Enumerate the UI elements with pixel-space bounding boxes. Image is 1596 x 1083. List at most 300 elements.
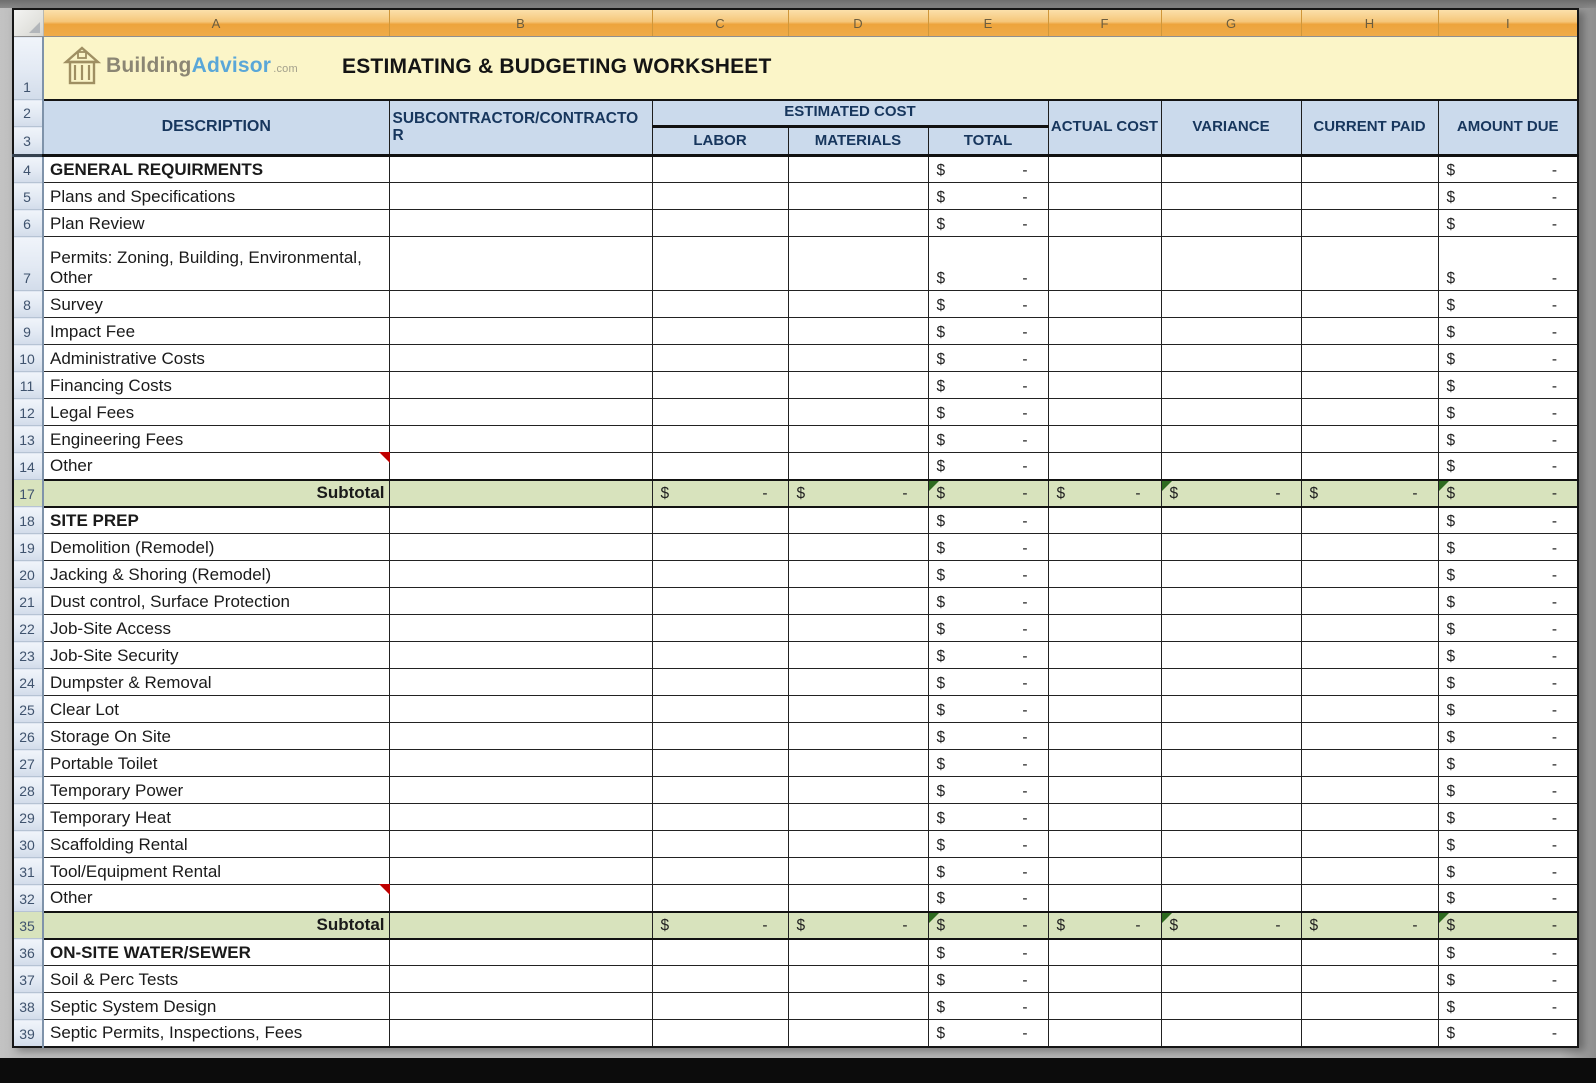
cell-description[interactable] (43, 507, 389, 534)
cell-current-paid[interactable] (1301, 507, 1438, 534)
row-header-28[interactable]: 28 (13, 777, 43, 804)
cell-subcontractor[interactable] (389, 750, 652, 777)
cell-subcontractor[interactable] (389, 507, 652, 534)
header-subcontractor[interactable]: SUBCONTRACTOR/CONTRACTOR (389, 100, 652, 156)
cell-actual-cost[interactable] (1048, 642, 1161, 669)
cell-amount-due[interactable] (1438, 642, 1578, 669)
cell-description[interactable] (43, 777, 389, 804)
cell-amount-due[interactable] (1438, 966, 1578, 993)
cell-amount-due[interactable] (1438, 426, 1578, 453)
column-header-G[interactable]: G (1161, 9, 1301, 37)
cell-materials[interactable] (788, 939, 928, 966)
cell-current-paid[interactable] (1301, 804, 1438, 831)
row-header-29[interactable]: 29 (13, 804, 43, 831)
cell-variance[interactable] (1161, 696, 1301, 723)
cell-description[interactable] (43, 291, 389, 318)
cell-amount-due[interactable] (1438, 696, 1578, 723)
cell-materials[interactable] (788, 561, 928, 588)
cell-total[interactable] (928, 858, 1048, 885)
column-header-E[interactable]: E (928, 9, 1048, 37)
cell-total[interactable] (928, 696, 1048, 723)
cell-materials[interactable] (788, 507, 928, 534)
cell-labor[interactable] (652, 885, 788, 912)
cell-actual-cost[interactable] (1048, 858, 1161, 885)
cell-variance[interactable] (1161, 858, 1301, 885)
cell-description[interactable] (43, 669, 389, 696)
cell-current-paid[interactable] (1301, 183, 1438, 210)
cell-total[interactable] (928, 507, 1048, 534)
cell-actual-cost[interactable] (1048, 696, 1161, 723)
cell-current-paid[interactable] (1301, 588, 1438, 615)
cell-total[interactable] (928, 237, 1048, 291)
cell-amount-due[interactable] (1438, 345, 1578, 372)
cell-actual-cost[interactable] (1048, 507, 1161, 534)
row-header-4[interactable]: 4 (13, 156, 43, 183)
cell-total[interactable] (928, 183, 1048, 210)
cell-total[interactable] (928, 750, 1048, 777)
row-header-21[interactable]: 21 (13, 588, 43, 615)
cell-variance[interactable] (1161, 534, 1301, 561)
cell-materials[interactable] (788, 426, 928, 453)
header-variance[interactable]: VARIANCE (1161, 100, 1301, 156)
cell-labor[interactable] (652, 966, 788, 993)
cell-description[interactable] (43, 804, 389, 831)
row-header-30[interactable]: 30 (13, 831, 43, 858)
cell-materials[interactable] (788, 210, 928, 237)
cell-total[interactable] (928, 156, 1048, 183)
cell-description[interactable] (43, 534, 389, 561)
cell-materials[interactable] (788, 183, 928, 210)
header-estimated-cost[interactable]: ESTIMATED COST (652, 100, 1048, 127)
cell-labor[interactable] (652, 858, 788, 885)
cell-variance[interactable] (1161, 939, 1301, 966)
cell-materials[interactable] (788, 804, 928, 831)
cell-actual-cost[interactable] (1048, 561, 1161, 588)
cell-actual-cost[interactable] (1048, 426, 1161, 453)
cell-current-paid[interactable] (1301, 750, 1438, 777)
cell-variance[interactable] (1161, 237, 1301, 291)
cell-labor[interactable] (652, 291, 788, 318)
cell-actual-cost[interactable] (1048, 453, 1161, 480)
row-header-24[interactable]: 24 (13, 669, 43, 696)
cell-current-paid[interactable] (1301, 210, 1438, 237)
cell-description[interactable] (43, 642, 389, 669)
cell-total[interactable] (928, 885, 1048, 912)
cell-total[interactable] (928, 966, 1048, 993)
cell-subcontractor[interactable] (389, 588, 652, 615)
cell-description[interactable] (43, 183, 389, 210)
cell-actual-cost[interactable] (1048, 291, 1161, 318)
cell-amount-due[interactable] (1438, 183, 1578, 210)
cell-materials[interactable] (788, 588, 928, 615)
column-header-F[interactable]: F (1048, 9, 1161, 37)
cell-total[interactable] (928, 777, 1048, 804)
cell-labor[interactable] (652, 777, 788, 804)
cell-materials[interactable] (788, 480, 928, 507)
cell-subcontractor[interactable] (389, 993, 652, 1020)
cell-labor[interactable] (652, 318, 788, 345)
cell-actual-cost[interactable] (1048, 615, 1161, 642)
select-all-corner[interactable] (13, 9, 43, 37)
row-header-6[interactable]: 6 (13, 210, 43, 237)
cell-variance[interactable] (1161, 1020, 1301, 1047)
cell-amount-due[interactable] (1438, 156, 1578, 183)
cell-total[interactable] (928, 831, 1048, 858)
cell-description[interactable] (43, 453, 389, 480)
cell-variance[interactable] (1161, 966, 1301, 993)
cell-actual-cost[interactable] (1048, 480, 1161, 507)
cell-amount-due[interactable] (1438, 777, 1578, 804)
cell-variance[interactable] (1161, 291, 1301, 318)
cell-total[interactable] (928, 669, 1048, 696)
cell-current-paid[interactable] (1301, 696, 1438, 723)
row-header-27[interactable]: 27 (13, 750, 43, 777)
cell-current-paid[interactable] (1301, 318, 1438, 345)
cell-actual-cost[interactable] (1048, 939, 1161, 966)
header-labor[interactable]: LABOR (652, 127, 788, 156)
cell-variance[interactable] (1161, 993, 1301, 1020)
header-current-paid[interactable]: CURRENT PAID (1301, 100, 1438, 156)
cell-labor[interactable] (652, 345, 788, 372)
cell-current-paid[interactable] (1301, 156, 1438, 183)
cell-description[interactable] (43, 723, 389, 750)
cell-description[interactable] (43, 750, 389, 777)
cell-materials[interactable] (788, 696, 928, 723)
cell-variance[interactable] (1161, 507, 1301, 534)
cell-amount-due[interactable] (1438, 831, 1578, 858)
cell-amount-due[interactable] (1438, 372, 1578, 399)
cell-current-paid[interactable] (1301, 858, 1438, 885)
cell-actual-cost[interactable] (1048, 885, 1161, 912)
cell-current-paid[interactable] (1301, 480, 1438, 507)
cell-materials[interactable] (788, 372, 928, 399)
cell-materials[interactable] (788, 345, 928, 372)
cell-description[interactable] (43, 426, 389, 453)
cell-variance[interactable] (1161, 453, 1301, 480)
row-header-26[interactable]: 26 (13, 723, 43, 750)
cell-variance[interactable] (1161, 588, 1301, 615)
cell-actual-cost[interactable] (1048, 345, 1161, 372)
row-header-22[interactable]: 22 (13, 615, 43, 642)
cell-actual-cost[interactable] (1048, 993, 1161, 1020)
cell-subcontractor[interactable] (389, 939, 652, 966)
cell-actual-cost[interactable] (1048, 372, 1161, 399)
cell-labor[interactable] (652, 426, 788, 453)
cell-actual-cost[interactable] (1048, 912, 1161, 939)
cell-actual-cost[interactable] (1048, 237, 1161, 291)
cell-amount-due[interactable] (1438, 912, 1578, 939)
cell-current-paid[interactable] (1301, 426, 1438, 453)
cell-amount-due[interactable] (1438, 480, 1578, 507)
cell-materials[interactable] (788, 912, 928, 939)
row-header-9[interactable]: 9 (13, 318, 43, 345)
cell-variance[interactable] (1161, 723, 1301, 750)
cell-description[interactable] (43, 696, 389, 723)
cell-current-paid[interactable] (1301, 561, 1438, 588)
cell-variance[interactable] (1161, 426, 1301, 453)
cell-description[interactable] (43, 993, 389, 1020)
cell-amount-due[interactable] (1438, 939, 1578, 966)
cell-materials[interactable] (788, 237, 928, 291)
cell-variance[interactable] (1161, 183, 1301, 210)
cell-actual-cost[interactable] (1048, 804, 1161, 831)
cell-amount-due[interactable] (1438, 858, 1578, 885)
cell-subcontractor[interactable] (389, 156, 652, 183)
cell-description[interactable] (43, 588, 389, 615)
cell-actual-cost[interactable] (1048, 831, 1161, 858)
header-description[interactable]: DESCRIPTION (43, 100, 389, 156)
cell-labor[interactable] (652, 804, 788, 831)
cell-total[interactable] (928, 642, 1048, 669)
cell-current-paid[interactable] (1301, 831, 1438, 858)
cell-actual-cost[interactable] (1048, 777, 1161, 804)
cell-total[interactable] (928, 993, 1048, 1020)
cell-materials[interactable] (788, 534, 928, 561)
cell-variance[interactable] (1161, 804, 1301, 831)
cell-labor[interactable] (652, 723, 788, 750)
cell-amount-due[interactable] (1438, 615, 1578, 642)
cell-subcontractor[interactable] (389, 372, 652, 399)
row-header-8[interactable]: 8 (13, 291, 43, 318)
cell-current-paid[interactable] (1301, 939, 1438, 966)
cell-total[interactable] (928, 291, 1048, 318)
cell-variance[interactable] (1161, 318, 1301, 345)
cell-subcontractor[interactable] (389, 831, 652, 858)
cell-materials[interactable] (788, 750, 928, 777)
cell-labor[interactable] (652, 696, 788, 723)
cell-subcontractor[interactable] (389, 480, 652, 507)
cell-labor[interactable] (652, 750, 788, 777)
header-materials[interactable]: MATERIALS (788, 127, 928, 156)
cell-materials[interactable] (788, 885, 928, 912)
cell-actual-cost[interactable] (1048, 669, 1161, 696)
cell-description[interactable] (43, 939, 389, 966)
comment-indicator-icon[interactable] (379, 452, 390, 463)
column-header-H[interactable]: H (1301, 9, 1438, 37)
cell-total[interactable] (928, 588, 1048, 615)
cell-current-paid[interactable] (1301, 345, 1438, 372)
cell-materials[interactable] (788, 642, 928, 669)
cell-current-paid[interactable] (1301, 291, 1438, 318)
cell-current-paid[interactable] (1301, 885, 1438, 912)
row-header-38[interactable]: 38 (13, 993, 43, 1020)
row-header-39[interactable]: 39 (13, 1020, 43, 1047)
cell-labor[interactable] (652, 183, 788, 210)
cell-description[interactable] (43, 318, 389, 345)
cell-current-paid[interactable] (1301, 912, 1438, 939)
comment-indicator-icon[interactable] (379, 884, 390, 895)
cell-materials[interactable] (788, 669, 928, 696)
cell-labor[interactable] (652, 939, 788, 966)
cell-amount-due[interactable] (1438, 588, 1578, 615)
cell-description[interactable] (43, 615, 389, 642)
cell-labor[interactable] (652, 993, 788, 1020)
cell-total[interactable] (928, 372, 1048, 399)
cell-amount-due[interactable] (1438, 561, 1578, 588)
cell-materials[interactable] (788, 831, 928, 858)
cell-subcontractor[interactable] (389, 804, 652, 831)
column-header-D[interactable]: D (788, 9, 928, 37)
cell-labor[interactable] (652, 642, 788, 669)
row-header-18[interactable]: 18 (13, 507, 43, 534)
cell-total[interactable] (928, 804, 1048, 831)
cell-subcontractor[interactable] (389, 615, 652, 642)
cell-labor[interactable] (652, 1020, 788, 1047)
row-header-7[interactable]: 7 (13, 237, 43, 291)
cell-variance[interactable] (1161, 831, 1301, 858)
cell-subcontractor[interactable] (389, 858, 652, 885)
cell-labor[interactable] (652, 156, 788, 183)
cell-variance[interactable] (1161, 210, 1301, 237)
cell-amount-due[interactable] (1438, 1020, 1578, 1047)
cell-total[interactable] (928, 912, 1048, 939)
cell-actual-cost[interactable] (1048, 183, 1161, 210)
cell-labor[interactable] (652, 480, 788, 507)
cell-labor[interactable] (652, 507, 788, 534)
cell-subcontractor[interactable] (389, 291, 652, 318)
cell-subcontractor[interactable] (389, 399, 652, 426)
cell-variance[interactable] (1161, 912, 1301, 939)
cell-current-paid[interactable] (1301, 615, 1438, 642)
cell-amount-due[interactable] (1438, 453, 1578, 480)
cell-materials[interactable] (788, 723, 928, 750)
cell-variance[interactable] (1161, 615, 1301, 642)
cell-amount-due[interactable] (1438, 237, 1578, 291)
column-header-A[interactable]: A (43, 9, 389, 37)
cell-total[interactable] (928, 1020, 1048, 1047)
cell-description[interactable] (43, 372, 389, 399)
cell-current-paid[interactable] (1301, 453, 1438, 480)
cell-variance[interactable] (1161, 399, 1301, 426)
cell-total[interactable] (928, 318, 1048, 345)
cell-amount-due[interactable] (1438, 534, 1578, 561)
cell-actual-cost[interactable] (1048, 966, 1161, 993)
row-header-25[interactable]: 25 (13, 696, 43, 723)
cell-subcontractor[interactable] (389, 966, 652, 993)
row-header-23[interactable]: 23 (13, 642, 43, 669)
cell-current-paid[interactable] (1301, 993, 1438, 1020)
cell-subcontractor[interactable] (389, 453, 652, 480)
cell-description[interactable] (43, 399, 389, 426)
cell-current-paid[interactable] (1301, 966, 1438, 993)
cell-amount-due[interactable] (1438, 750, 1578, 777)
row-header-37[interactable]: 37 (13, 966, 43, 993)
cell-variance[interactable] (1161, 885, 1301, 912)
row-header-12[interactable]: 12 (13, 399, 43, 426)
cell-actual-cost[interactable] (1048, 399, 1161, 426)
cell-current-paid[interactable] (1301, 777, 1438, 804)
cell-description[interactable] (43, 156, 389, 183)
cell-description[interactable] (43, 237, 389, 291)
cell-current-paid[interactable] (1301, 372, 1438, 399)
column-header-I[interactable]: I (1438, 9, 1578, 37)
cell-labor[interactable] (652, 210, 788, 237)
cell-total[interactable] (928, 345, 1048, 372)
cell-materials[interactable] (788, 615, 928, 642)
cell-subcontractor[interactable] (389, 237, 652, 291)
cell-total[interactable] (928, 426, 1048, 453)
cell-labor[interactable] (652, 588, 788, 615)
cell-actual-cost[interactable] (1048, 210, 1161, 237)
cell-subcontractor[interactable] (389, 642, 652, 669)
row-header-2[interactable]: 2 (13, 100, 43, 127)
cell-description[interactable] (43, 858, 389, 885)
cell-subcontractor[interactable] (389, 912, 652, 939)
cell-actual-cost[interactable] (1048, 318, 1161, 345)
cell-materials[interactable] (788, 1020, 928, 1047)
cell-labor[interactable] (652, 372, 788, 399)
cell-description[interactable] (43, 885, 389, 912)
row-header-13[interactable]: 13 (13, 426, 43, 453)
row-header-14[interactable]: 14 (13, 453, 43, 480)
cell-current-paid[interactable] (1301, 642, 1438, 669)
cell-total[interactable] (928, 534, 1048, 561)
cell-actual-cost[interactable] (1048, 156, 1161, 183)
row-header-20[interactable]: 20 (13, 561, 43, 588)
cell-labor[interactable] (652, 669, 788, 696)
cell-actual-cost[interactable] (1048, 588, 1161, 615)
cell-total[interactable] (928, 561, 1048, 588)
cell-description[interactable] (43, 345, 389, 372)
cell-variance[interactable] (1161, 669, 1301, 696)
cell-current-paid[interactable] (1301, 1020, 1438, 1047)
cell-variance[interactable] (1161, 480, 1301, 507)
cell-total[interactable] (928, 453, 1048, 480)
cell-materials[interactable] (788, 453, 928, 480)
cell-description[interactable] (43, 966, 389, 993)
cell-total[interactable] (928, 399, 1048, 426)
cell-total[interactable] (928, 615, 1048, 642)
header-actual-cost[interactable]: ACTUAL COST (1048, 100, 1161, 156)
cell-subcontractor[interactable] (389, 669, 652, 696)
cell-description[interactable] (43, 912, 389, 939)
cell-amount-due[interactable] (1438, 291, 1578, 318)
row-header-1[interactable]: 1 (13, 37, 43, 100)
cell-labor[interactable] (652, 237, 788, 291)
cell-variance[interactable] (1161, 156, 1301, 183)
cell-total[interactable] (928, 939, 1048, 966)
cell-total[interactable] (928, 723, 1048, 750)
cell-subcontractor[interactable] (389, 777, 652, 804)
cell-current-paid[interactable] (1301, 534, 1438, 561)
cell-subcontractor[interactable] (389, 723, 652, 750)
cell-labor[interactable] (652, 399, 788, 426)
cell-description[interactable] (43, 210, 389, 237)
row-header-17[interactable]: 17 (13, 480, 43, 507)
cell-amount-due[interactable] (1438, 399, 1578, 426)
cell-variance[interactable] (1161, 345, 1301, 372)
cell-labor[interactable] (652, 534, 788, 561)
cell-total[interactable] (928, 210, 1048, 237)
cell-description[interactable] (43, 1020, 389, 1047)
cell-amount-due[interactable] (1438, 804, 1578, 831)
column-header-C[interactable]: C (652, 9, 788, 37)
cell-actual-cost[interactable] (1048, 723, 1161, 750)
cell-labor[interactable] (652, 561, 788, 588)
cell-subcontractor[interactable] (389, 885, 652, 912)
cell-current-paid[interactable] (1301, 669, 1438, 696)
cell-variance[interactable] (1161, 750, 1301, 777)
cell-labor[interactable] (652, 912, 788, 939)
cell-materials[interactable] (788, 156, 928, 183)
row-header-32[interactable]: 32 (13, 885, 43, 912)
cell-description[interactable] (43, 561, 389, 588)
header-total[interactable]: TOTAL (928, 127, 1048, 156)
cell-materials[interactable] (788, 993, 928, 1020)
cell-subcontractor[interactable] (389, 318, 652, 345)
cell-materials[interactable] (788, 291, 928, 318)
cell-subcontractor[interactable] (389, 561, 652, 588)
